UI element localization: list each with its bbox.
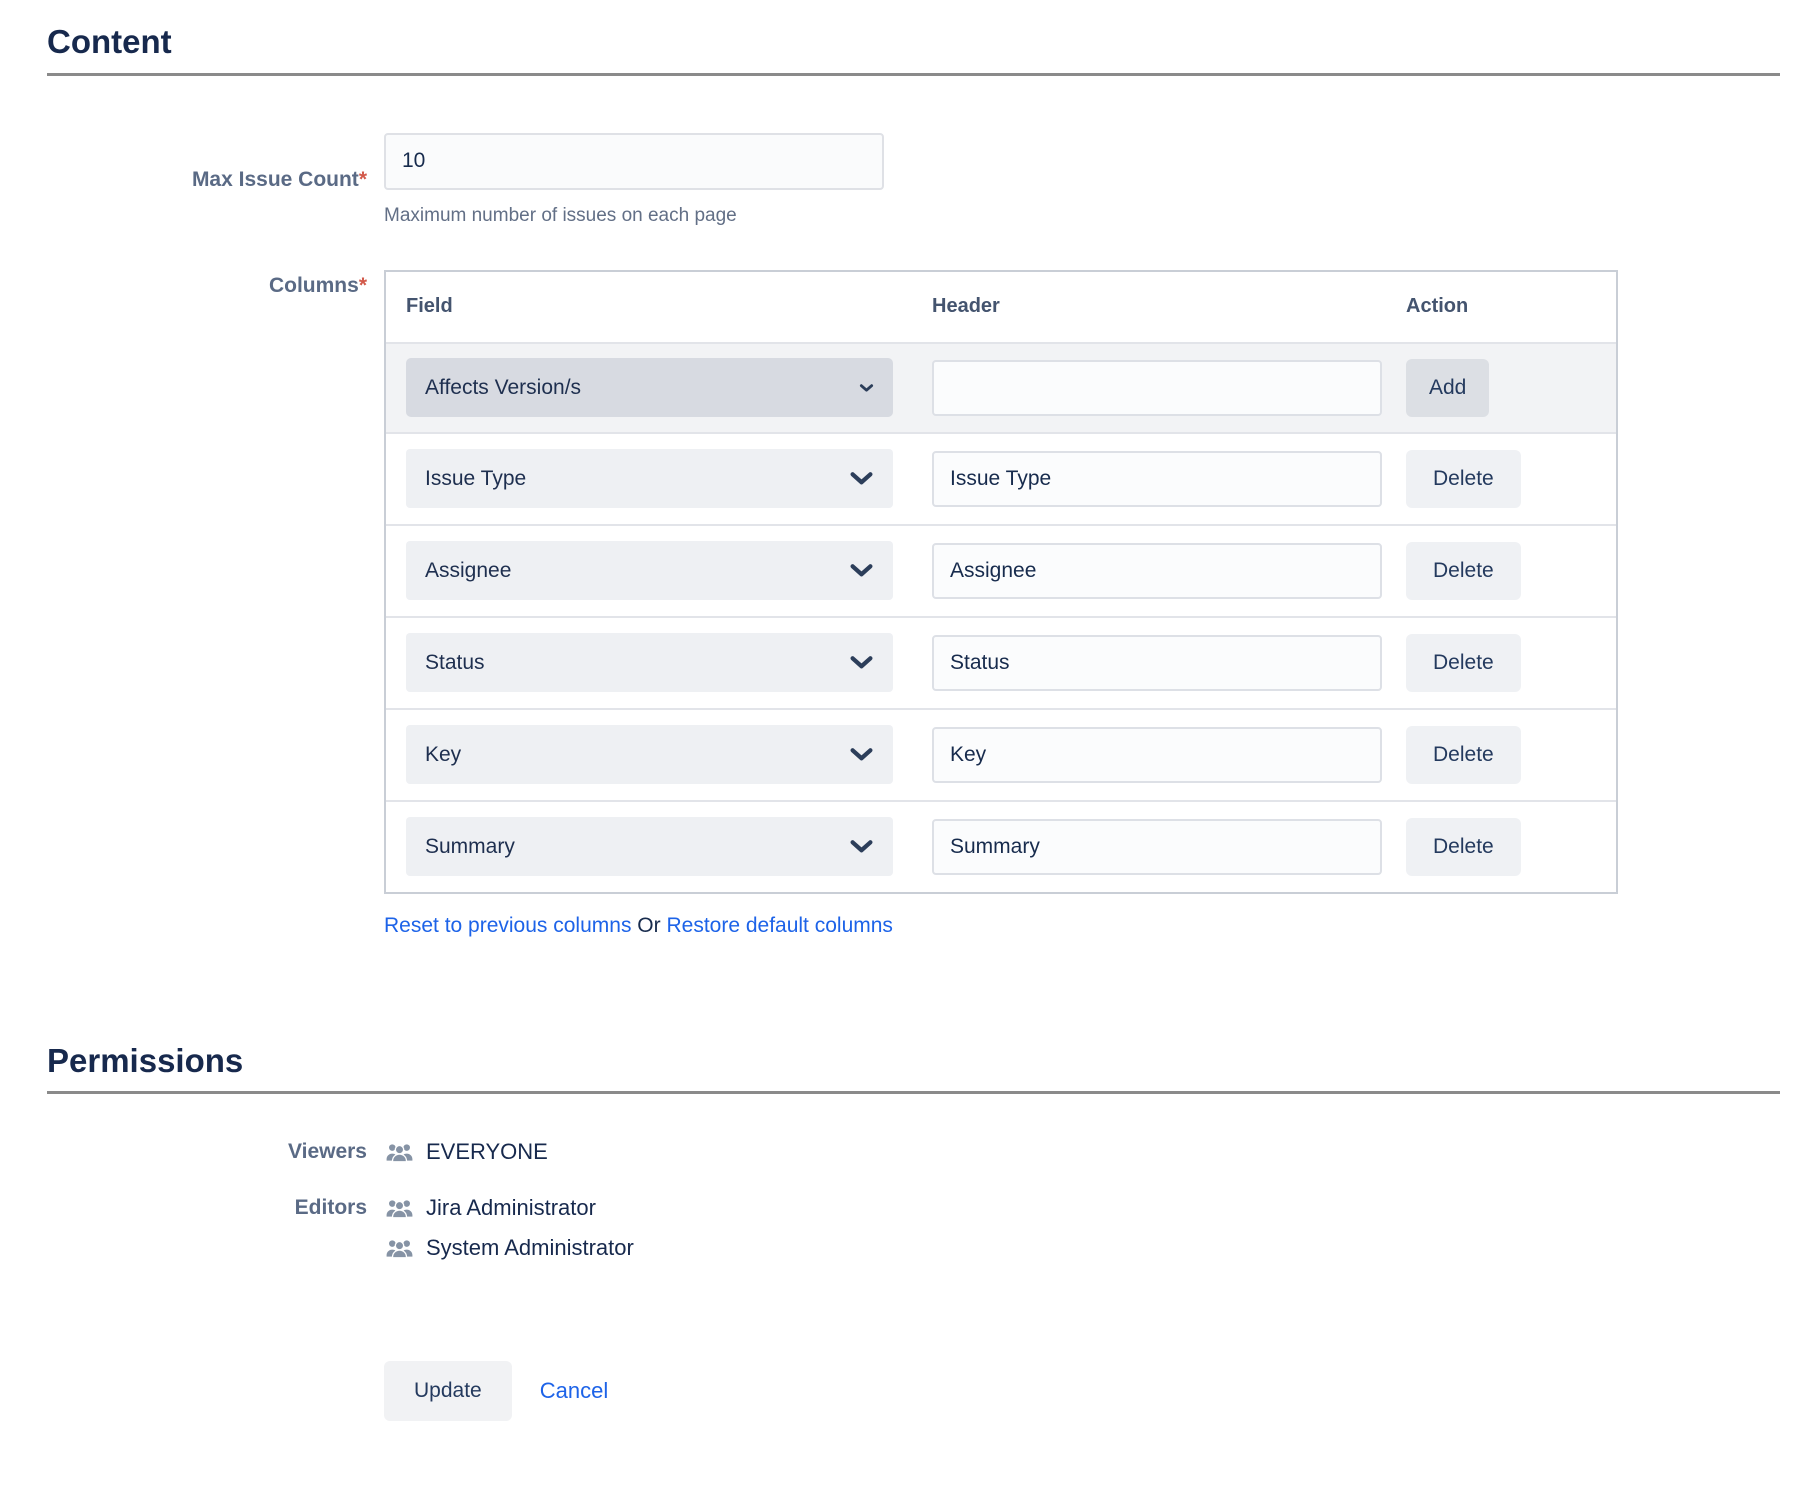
editor-entry-label: System Administrator	[426, 1235, 634, 1261]
field-select[interactable]	[406, 633, 893, 692]
table-row	[386, 524, 1616, 616]
group-people-icon	[384, 1193, 415, 1224]
delete-button[interactable]: Delete	[1406, 818, 1521, 876]
field-select-value: Issue Type	[425, 466, 527, 490]
editor-entry	[384, 1232, 634, 1264]
section-title-permissions: Permissions	[47, 1041, 244, 1079]
chevron-down-icon	[849, 747, 874, 762]
columns-table	[384, 270, 1618, 894]
header-input[interactable]	[932, 543, 1382, 599]
columns-links	[384, 911, 1618, 941]
field-select[interactable]	[406, 817, 893, 876]
columns-row	[47, 270, 1780, 941]
editors-label: Editors	[294, 1196, 367, 1220]
max-issue-count-help: Maximum number of issues on each page	[384, 204, 737, 226]
delete-button[interactable]: Delete	[1406, 726, 1521, 784]
field-select-value: Assignee	[425, 558, 512, 582]
table-row	[386, 800, 1616, 892]
columns-label: Columns*	[268, 273, 367, 297]
viewer-entry	[384, 1136, 548, 1168]
columns-table-header-row	[386, 272, 1616, 342]
header-input[interactable]	[932, 451, 1382, 507]
required-asterisk: *	[358, 167, 367, 191]
chevron-down-icon	[859, 383, 874, 393]
chevron-down-icon	[849, 839, 874, 854]
field-select[interactable]	[406, 541, 893, 600]
viewer-entry-label: EVERYONE	[426, 1139, 548, 1165]
delete-button[interactable]: Delete	[1406, 542, 1521, 600]
chevron-down-icon	[849, 655, 874, 670]
field-select[interactable]	[406, 449, 893, 508]
group-people-icon	[384, 1137, 415, 1168]
field-select-value: Summary	[425, 834, 515, 858]
field-select-value: Status	[425, 650, 485, 674]
header-input[interactable]	[932, 360, 1382, 416]
viewers-label: Viewers	[287, 1140, 367, 1164]
add-button[interactable]: Add	[1406, 359, 1489, 417]
header-input[interactable]	[932, 819, 1382, 875]
max-issue-count-input[interactable]	[384, 133, 884, 190]
field-select-value: Affects Version/s	[425, 375, 582, 399]
content-divider	[47, 73, 1780, 76]
or-separator: Or	[637, 913, 661, 937]
permissions-divider	[47, 1091, 1780, 1094]
column-header-field: Field	[406, 295, 453, 318]
table-row	[386, 708, 1616, 800]
editor-entry	[384, 1192, 634, 1224]
editors-row	[47, 1192, 1780, 1264]
reset-previous-columns-link[interactable]: Reset to previous columns	[384, 913, 632, 937]
column-header-action: Action	[1406, 295, 1469, 318]
delete-button[interactable]: Delete	[1406, 634, 1521, 692]
cancel-link[interactable]: Cancel	[539, 1378, 609, 1404]
section-title-content: Content	[47, 23, 172, 60]
field-select[interactable]	[406, 358, 893, 417]
field-select[interactable]	[406, 725, 893, 784]
field-select-value: Key	[425, 742, 462, 766]
group-people-icon	[384, 1233, 415, 1264]
header-input[interactable]	[932, 635, 1382, 691]
max-issue-count-row	[47, 133, 1780, 227]
required-asterisk: *	[358, 273, 367, 297]
add-column-row	[386, 342, 1616, 432]
table-row	[386, 616, 1616, 708]
update-button[interactable]: Update	[384, 1361, 512, 1421]
header-input[interactable]	[932, 727, 1382, 783]
editor-entry-label: Jira Administrator	[426, 1195, 596, 1221]
delete-button[interactable]: Delete	[1406, 450, 1521, 508]
restore-default-columns-link[interactable]: Restore default columns	[666, 913, 893, 937]
form-actions	[384, 1361, 1780, 1421]
chevron-down-icon	[849, 563, 874, 578]
max-issue-count-label: Max Issue Count*	[191, 167, 367, 191]
column-header-header: Header	[932, 295, 1000, 318]
viewers-row	[47, 1136, 1780, 1168]
table-row	[386, 432, 1616, 524]
chevron-down-icon	[849, 471, 874, 486]
